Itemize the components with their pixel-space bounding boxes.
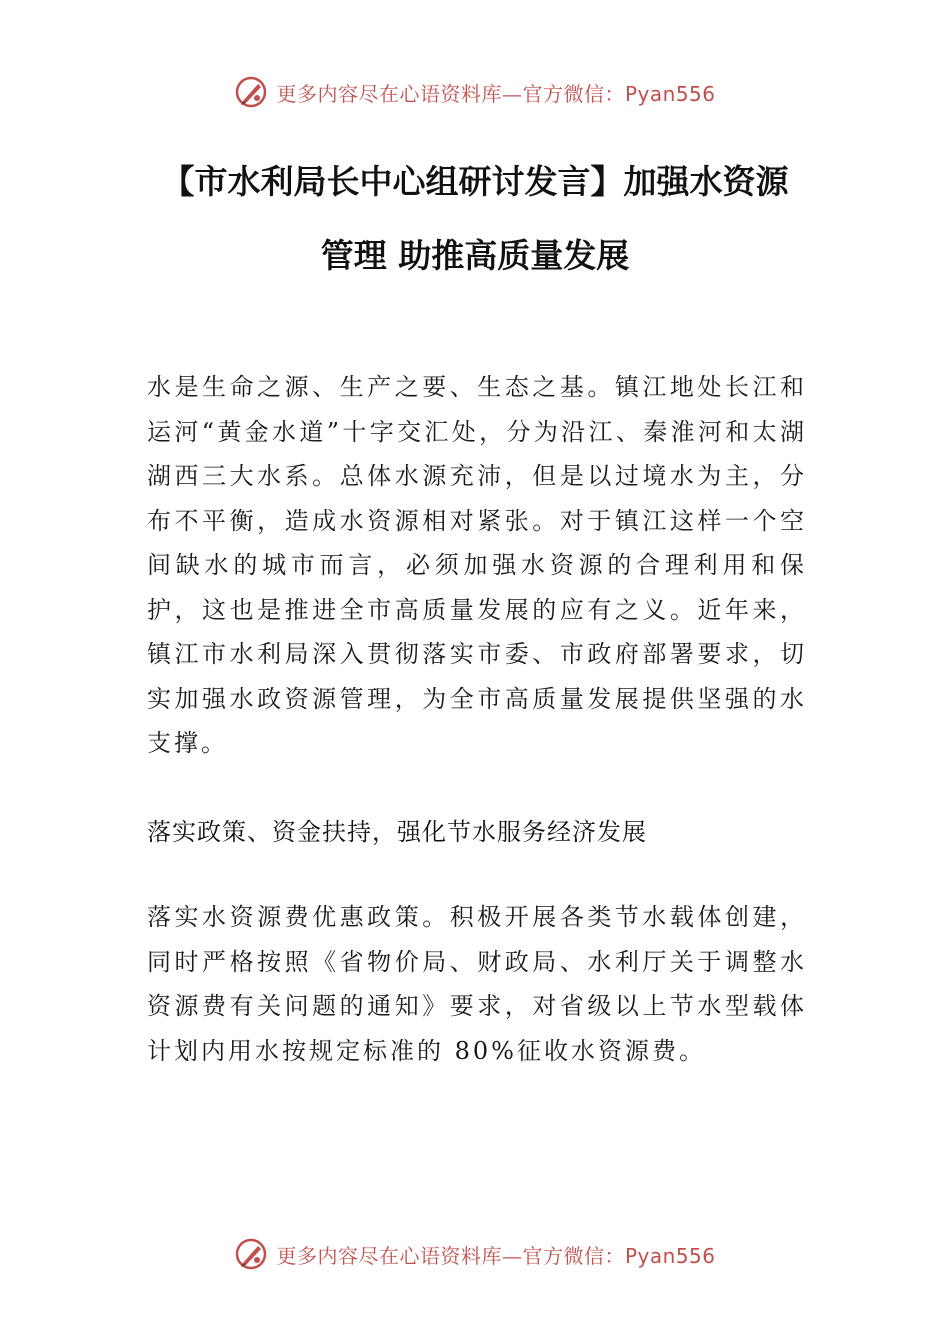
- banner-text: [276, 78, 715, 107]
- section-heading: 落实政策、资金扶持，强化节水服务经济发展: [147, 818, 647, 846]
- banner-prefix: 更多内容尽在心语资料库—官方微信：: [276, 1243, 625, 1268]
- banner-prefix: 更多内容尽在心语资料库—官方微信：: [276, 81, 625, 106]
- wechat-id: Pyan556: [624, 81, 716, 106]
- wechat-id: Pyan556: [624, 1243, 716, 1268]
- header-banner: [0, 72, 950, 112]
- pen-logo-icon: [234, 75, 268, 109]
- banner-text: [276, 1240, 715, 1269]
- body-paragraph-1: 水是生命之源、生产之要、生态之基。镇江地处长江和运河“黄金水道”十字交汇处，分为沿江、秦淮河和太湖湖西三大水系。总体水源充沛，但是以过境水为主，分布不平衡，造成水资源相对紧张。对于镇江这样一个空间缺水的城市而言，必须加强水资源的合理利用和保护，这也是推进全市高质量发展的应有之义。近年来，镇江市水利局深入贯彻落实市委、市政府部署要求，切实加强水政资源管理，为全市高质量发展提供坚强的水支撑。: [147, 373, 807, 757]
- footer-banner: [0, 1234, 950, 1274]
- page-title-line1: 【市水利局长中心组研讨发言】加强水资源: [161, 162, 789, 201]
- body-paragraph-2: 落实水资源费优惠政策。积极开展各类节水载体创建，同时严格按照《省物价局、财政局、水利厅关于调整水资源费有关问题的通知》要求，对省级以上节水型载体计划内用水按规定标准的 80%征收水资源费。: [147, 903, 807, 1065]
- pen-logo-icon: [234, 1237, 268, 1271]
- page-title-line2: 管理 助推高质量发展: [320, 236, 630, 275]
